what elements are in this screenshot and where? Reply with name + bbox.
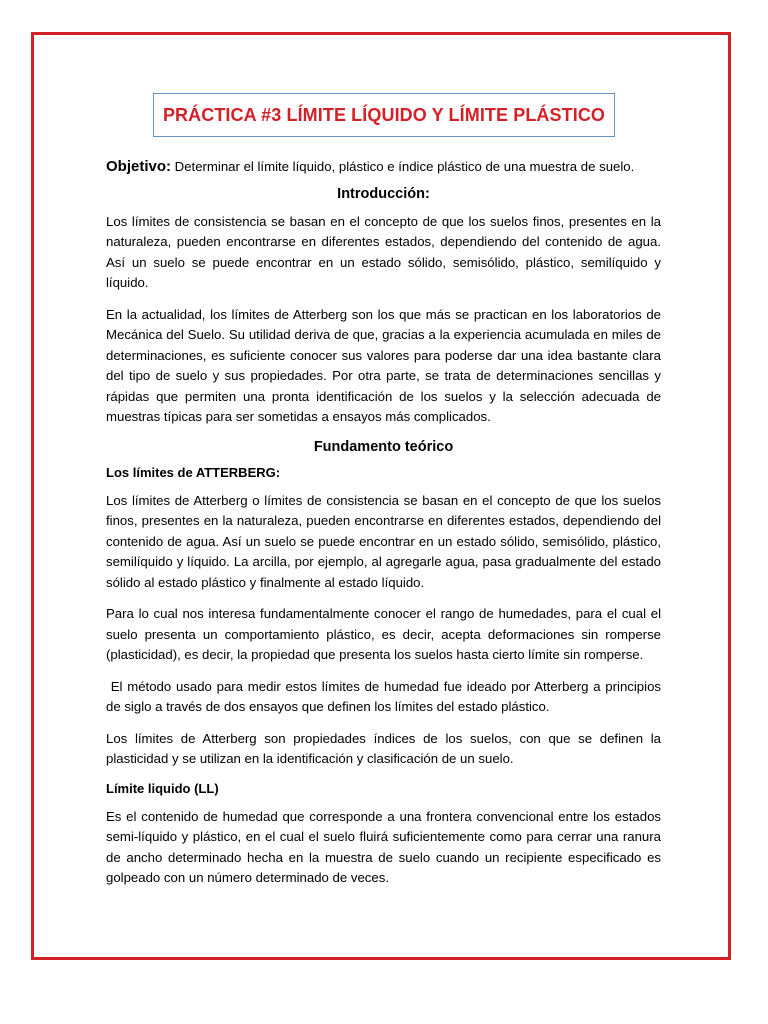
intro-paragraph-2: En la actualidad, los límites de Atterberg son los que más se practican en los laboratorios de Mecánica del Suelo. Su utilidad deriva de que, gracias a la experiencia acumulada en miles de determinaciones, es suficiente conocer sus valores para poderse dar una idea bastante clara del tipo de suelo y sus propiedades. Por otra parte, se trata de determinaciones sencillas y rápidas que permiten una pronta identificación de los suelos y la selección adecuada de muestras típicas para ser sometidas a ensayos más complicados. xyxy=(106,306,661,424)
theory-paragraph-1: Los límites de Atterberg o límites de consistencia se basan en el concepto de que los suelos finos, presentes en la naturaleza, pueden encontrarse en diferentes estados, dependiendo del contenido de agua. Así un suelo se puede encontrar en un estado sólido, semisólido, plástico, semilíquido y líquido. La arcilla, por ejemplo, al agregarle agua, pasa gradualmente del estado sólido al estado plástico y finalmente al estado líquido. xyxy=(106,492,661,590)
atterberg-subheading: Los límites de ATTERBERG: xyxy=(106,464,281,480)
objective xyxy=(106,157,661,178)
introduction-heading: Introducción: xyxy=(337,185,430,202)
liquid-limit-paragraph: Es el contenido de humedad que corresponde a una frontera convencional entre los estados semi-líquido y plástico, en el cual el suelo fluirá suficientemente como para cerrar una ranura de ancho determinado hecha en la muestra de suelo cuando un recipiente especificado es golpeado con un número determinado de veces. xyxy=(106,808,661,885)
liquid-limit-subheading: Límite liquido (LL) xyxy=(106,780,219,796)
objective-text: Determinar el límite líquido, plástico e índice plástico de una muestra de suelo. xyxy=(171,159,635,174)
theory-paragraph-4: Los límites de Atterberg son propiedades índices de los suelos, con que se definen la plasticidad y se utilizan en la identificación y clasificación de un suelo. xyxy=(106,730,661,766)
theory-paragraph-2: Para lo cual nos interesa fundamentalmente conocer el rango de humedades, para el cual el suelo presenta un comportamiento plástico, es decir, acepta deformaciones sin romperse (plasticidad), es decir, la propiedad que presenta los suelos hasta cierto límite sin romperse. xyxy=(106,606,661,662)
theory-paragraph-3: El método usado para medir estos límites de humedad fue ideado por Atterberg a principios de siglo a través de dos ensayos que definen los límites del estado plástico. xyxy=(106,678,665,714)
page-title: PRÁCTICA #3 LÍMITE LÍQUIDO Y LÍMITE PLÁSTICO xyxy=(162,104,606,125)
theory-heading: Fundamento teórico xyxy=(313,438,454,455)
title-box xyxy=(153,93,615,137)
objective-label: Objetivo: xyxy=(106,158,172,175)
intro-paragraph-1: Los límites de consistencia se basan en el concepto de que los suelos finos, presentes en la naturaleza, pueden encontrarse en diferentes estados, dependiendo del contenido de agua. Así un suelo se puede encontrar en un estado sólido, semisólido, plástico, semilíquido y líquido. xyxy=(106,213,661,290)
document-body xyxy=(106,155,665,900)
